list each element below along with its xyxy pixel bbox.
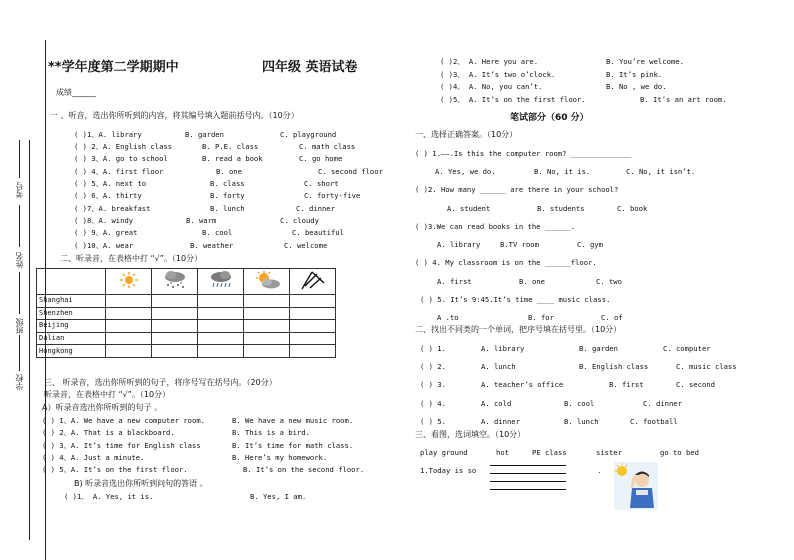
q2-option: A. student bbox=[447, 204, 491, 213]
school-line bbox=[19, 335, 20, 371]
s1-item-c: C. dinner bbox=[296, 204, 335, 213]
s1-item-c: C. math class bbox=[299, 142, 356, 151]
check-cell[interactable] bbox=[106, 295, 152, 308]
q4-option: B. one bbox=[519, 277, 545, 286]
s1-item-num: ( ) 2、A. English class bbox=[74, 142, 173, 151]
q2-option: C. book bbox=[617, 204, 648, 213]
s1-item-c: C. playground bbox=[280, 130, 337, 139]
check-cell[interactable] bbox=[152, 295, 198, 308]
s1-item-num: ( ) 5、A. next to bbox=[74, 179, 147, 188]
weather-table bbox=[36, 268, 336, 358]
s2w-a: A. dinner bbox=[481, 417, 520, 426]
s3-item-a: ( ) 1、A. We have a new computer room. bbox=[42, 416, 205, 425]
answer-line[interactable] bbox=[490, 473, 566, 474]
q2-option: B. students bbox=[537, 204, 585, 213]
check-cell[interactable] bbox=[106, 320, 152, 333]
snowy-icon bbox=[162, 270, 188, 290]
q5-text: ( ) 5. It’s 9:45.It’s time ____ music class. bbox=[420, 295, 611, 304]
s2w-num: ( ) 4. bbox=[420, 399, 446, 408]
s1-item-num: ( )7、A. breakfast bbox=[74, 204, 151, 213]
s2w-c: C. dinner bbox=[643, 399, 682, 408]
rainy-icon bbox=[208, 270, 234, 290]
check-cell[interactable] bbox=[198, 332, 244, 345]
s2w-b: B. lunch bbox=[564, 417, 599, 426]
answer-line[interactable] bbox=[490, 489, 566, 490]
check-cell[interactable] bbox=[152, 307, 198, 320]
name-line bbox=[19, 205, 20, 247]
s2w-num: ( ) 3. bbox=[420, 380, 446, 389]
s1-item-c: C. second floor bbox=[318, 167, 383, 176]
s3b-item-b: B. It’s pink. bbox=[606, 70, 663, 79]
exam-title-left: **学年度第二学期期中 bbox=[48, 60, 179, 75]
q3-option: A. library bbox=[437, 240, 481, 249]
s2w-num: ( ) 1. bbox=[420, 344, 446, 353]
city-cell: Hongkong bbox=[37, 345, 106, 358]
s3-item-a: ( ) 2、A. That is a blackboard. bbox=[42, 428, 175, 437]
s1-item-c: C. short bbox=[304, 179, 339, 188]
check-cell[interactable] bbox=[244, 320, 290, 333]
answer-line[interactable] bbox=[490, 465, 566, 466]
answer-line[interactable] bbox=[490, 481, 566, 482]
s1-item-c: C. forty-five bbox=[304, 191, 361, 200]
section3-partA: A）听录音选出你所听到的句子 。 bbox=[42, 403, 163, 412]
s2w-c: C. second bbox=[676, 380, 715, 389]
q3-option: B.TV room bbox=[500, 240, 539, 249]
check-cell[interactable] bbox=[106, 345, 152, 358]
word-bank-item: hot bbox=[496, 448, 509, 457]
class-line bbox=[19, 272, 20, 314]
section3-subheading: 听录音，在表格中打 “√”。（10分） bbox=[44, 390, 171, 399]
weather-header-cell bbox=[198, 269, 244, 295]
s2w-num: ( ) 5. bbox=[420, 417, 446, 426]
s1-item-b: B. cool bbox=[202, 228, 233, 237]
s2w-num: ( ) 2. bbox=[420, 362, 446, 371]
q1-option: C. No, it isn’t. bbox=[626, 167, 696, 176]
s3-item-a: ( ) 3、A. It’s time for English class bbox=[42, 441, 201, 450]
s1-item-num: ( )8、A. windy bbox=[74, 216, 134, 225]
s1-item-b: B. warm bbox=[186, 216, 217, 225]
s3b-item-b: B. Yes, I am. bbox=[250, 492, 307, 501]
s1-item-num: ( ) 6、A. thirty bbox=[74, 191, 142, 200]
check-cell[interactable] bbox=[106, 332, 152, 345]
s1-item-num: ( ) 3、A. go to school bbox=[74, 154, 168, 163]
exam-number-line bbox=[19, 140, 20, 178]
section1-heading: 一 、听音，选出你所听到的内容，将其编号填入题前括号内。（10分） bbox=[50, 111, 299, 120]
check-cell[interactable] bbox=[152, 332, 198, 345]
s2w-b: B. English class bbox=[579, 362, 649, 371]
s3b-item-a: ( )4、 A. No, you can’t. bbox=[440, 82, 543, 91]
sidebar-label-class: 班级 bbox=[15, 318, 24, 334]
exam-title-right: 四年级 英语试卷 bbox=[262, 60, 358, 75]
s2w-a: A. library bbox=[481, 344, 525, 353]
s3b-item-a: ( )5、 A. It’s on the first floor. bbox=[440, 95, 586, 104]
check-cell[interactable] bbox=[244, 307, 290, 320]
check-cell[interactable] bbox=[290, 307, 336, 320]
q2-text: ( )2. How many ______ are there in your school? bbox=[415, 185, 619, 194]
city-cell: Beijing bbox=[37, 320, 106, 333]
s1-item-b: B. P.E. class bbox=[202, 142, 259, 151]
s3-item-a: ( ) 5、A. It’s on the first floor. bbox=[42, 465, 188, 474]
s1-item-b: B. read a book bbox=[202, 154, 263, 163]
word-bank-item: PE class bbox=[532, 448, 567, 457]
s3b-item-a: ( )1、 A. Yes, it is. bbox=[64, 492, 154, 501]
s1-item-b: B. one bbox=[216, 167, 242, 176]
s1-item-b: B. garden bbox=[185, 130, 224, 139]
word-bank-item: sister bbox=[596, 448, 622, 457]
s1-item-c: C. welcome bbox=[284, 241, 328, 250]
binding-line-outer bbox=[29, 140, 30, 540]
fill-question-1: 1.Today is so bbox=[420, 466, 477, 475]
city-cell: Shenzhen bbox=[37, 307, 106, 320]
s1-item-num: ( )1、A. library bbox=[74, 130, 142, 139]
check-cell[interactable] bbox=[244, 345, 290, 358]
s3-item-b: B. This is a bird. bbox=[232, 428, 310, 437]
s3-item-b: B. It’s on the second floor. bbox=[243, 465, 365, 474]
section3-heading: 三、 听录音，选出你所听到的句子，将序号写在括号内。（20分） bbox=[44, 378, 277, 387]
s1-item-b: B. forty bbox=[210, 191, 245, 200]
s3-item-b: B. We have a new music room. bbox=[232, 416, 354, 425]
q4-option: A. first bbox=[437, 277, 472, 286]
s1-item-b: B. weather bbox=[190, 241, 234, 250]
s3b-item-a: ( )2、 A. Here you are. bbox=[440, 57, 539, 66]
s3-item-b: B. Here’s my homework. bbox=[232, 453, 328, 462]
check-cell[interactable] bbox=[198, 295, 244, 308]
weather-corner-cell bbox=[37, 269, 106, 295]
check-cell[interactable] bbox=[198, 345, 244, 358]
check-cell[interactable] bbox=[198, 320, 244, 333]
weather-header-cell bbox=[290, 269, 336, 295]
check-cell[interactable] bbox=[290, 345, 336, 358]
s3b-item-b: B. It’s an art room. bbox=[640, 95, 727, 104]
s1-item-c: C. go home bbox=[299, 154, 343, 163]
weather-header-cell bbox=[106, 269, 152, 295]
s1-item-b: B. lunch bbox=[210, 204, 245, 213]
sidebar-label-exam-number: 考号 bbox=[15, 182, 24, 198]
partly-cloudy-icon bbox=[253, 270, 281, 290]
check-cell[interactable] bbox=[198, 307, 244, 320]
windy-icon bbox=[299, 269, 327, 291]
s1-item-b: B. class bbox=[210, 179, 245, 188]
check-cell[interactable] bbox=[290, 332, 336, 345]
check-cell[interactable] bbox=[152, 345, 198, 358]
s2w-a: A. cold bbox=[481, 399, 512, 408]
check-cell[interactable] bbox=[244, 295, 290, 308]
q5-option: C. of bbox=[601, 313, 623, 322]
s2w-a: A. lunch bbox=[481, 362, 516, 371]
s1-item-num: ( ) 4、A. first floor bbox=[74, 167, 164, 176]
s3b-item-a: ( )3、 A. It’s two o’clock. bbox=[440, 70, 556, 79]
q3-text: ( )3.We can read books in the ______. bbox=[415, 222, 576, 231]
s1-item-c: C. cloudy bbox=[280, 216, 319, 225]
written-sec1-heading: 一、选择正确答案。（10分） bbox=[415, 130, 518, 139]
written-sec3-heading: 三、看图，选词填空。（10分） bbox=[415, 430, 526, 439]
check-cell[interactable] bbox=[290, 295, 336, 308]
s3b-item-b: B. No , we do. bbox=[606, 82, 667, 91]
sidebar-label-name: 姓名 bbox=[15, 252, 24, 268]
check-cell[interactable] bbox=[152, 320, 198, 333]
sunny-icon bbox=[118, 271, 140, 289]
s2w-a: A. teacher’s office bbox=[481, 380, 564, 389]
q1-option: B. No, it is. bbox=[534, 167, 591, 176]
check-cell[interactable] bbox=[244, 332, 290, 345]
s2w-c: C. computer bbox=[663, 344, 711, 353]
s2w-b: B. garden bbox=[579, 344, 618, 353]
q5-option: A .to bbox=[437, 313, 459, 322]
word-bank-item: go to bed bbox=[660, 448, 699, 457]
q3-option: C. gym bbox=[577, 240, 603, 249]
written-sec2-heading: 二、找出不同类的一个单词，把序号填在括号里。（10分） bbox=[415, 325, 622, 334]
s3b-item-b: B. You’re welcome. bbox=[606, 57, 684, 66]
city-cell: Dalian bbox=[37, 332, 106, 345]
s1-item-c: C. beautiful bbox=[292, 228, 344, 237]
sidebar-label-school: 学校 bbox=[15, 374, 24, 390]
weather-header-cell bbox=[244, 269, 290, 295]
fill-period: . bbox=[598, 466, 601, 475]
q5-option: B. for bbox=[528, 313, 554, 322]
check-cell[interactable] bbox=[290, 320, 336, 333]
word-bank-item: play ground bbox=[420, 448, 468, 457]
written-heading: 笔试部分（60 分） bbox=[510, 113, 589, 123]
section2-heading: 二、听录音，在表格中打 “√”。（10分） bbox=[60, 254, 203, 263]
s2w-c: C. music class bbox=[676, 362, 737, 371]
s2w-b: B. first bbox=[609, 380, 644, 389]
weather-header-cell bbox=[152, 269, 198, 295]
score-label: 成绩______ bbox=[56, 88, 96, 97]
q4-option: C. two bbox=[596, 277, 622, 286]
s2w-b: B. cool bbox=[564, 399, 595, 408]
s3-item-b: B. It’s time for math class. bbox=[232, 441, 354, 450]
s3-item-a: ( ) 4、A. Just a minute. bbox=[42, 453, 145, 462]
s1-item-num: ( )10、A. wear bbox=[74, 241, 134, 250]
q4-text: ( ) 4. My classroom is on the ______floor. bbox=[415, 258, 597, 267]
s1-item-num: ( ) 9、A. great bbox=[74, 228, 138, 237]
s2w-c: C. football bbox=[630, 417, 678, 426]
hot-weather-illustration-icon bbox=[614, 462, 658, 510]
check-cell[interactable] bbox=[106, 307, 152, 320]
q1-text: ( ) 1.——.Is this the computer room? ______________ bbox=[415, 149, 632, 158]
section3-partB: B) 听录音选出你所听到问句的答语 。 bbox=[74, 479, 208, 488]
q1-option: A. Yes, we do. bbox=[435, 167, 496, 176]
city-cell: Shanghai bbox=[37, 295, 106, 308]
